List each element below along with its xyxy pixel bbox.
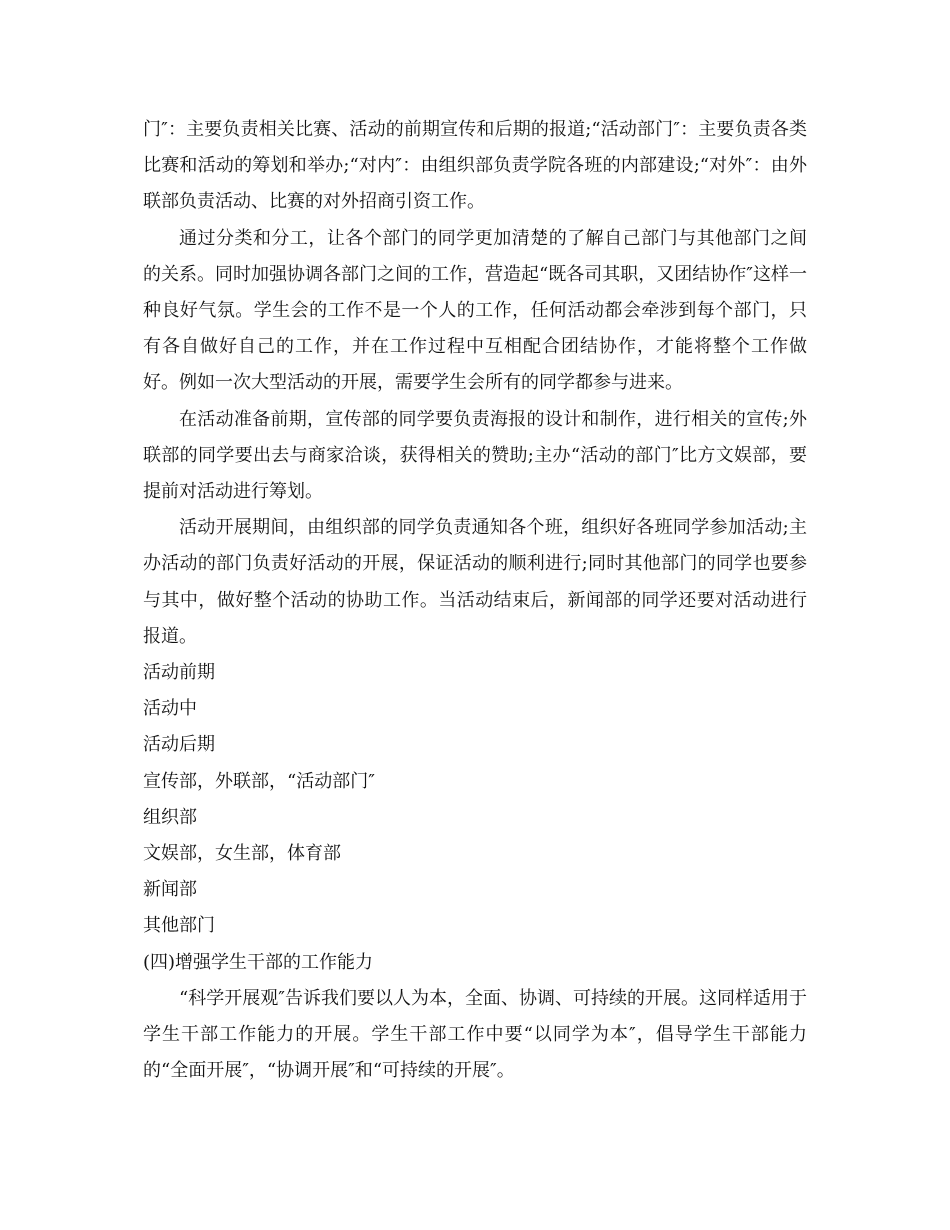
paragraph-department-roles: 门″：主要负责相关比赛、活动的前期宣传和后期的报道;“活动部门″：主要负责各类比赛和活动的筹划和举办;“对内″：由组织部负责学院各班的内部建设;“对外″：由外联部负责活动、比赛的对外招商引资工作。 <box>143 119 807 213</box>
list-item-other-depts: 其他部门 <box>143 915 215 937</box>
paragraph-scientific-development: “科学开展观″告诉我们要以人为本，全面、协调、可持续的开展。这同样适用于学生干部工作能力的开展。学生干部工作中要“以同学为本″，倡导学生干部能力的“全面开展″，“协调开展″和“可持续的开展″。 <box>143 987 807 1082</box>
section-heading: (四)增强学生干部的工作能力 <box>143 951 374 973</box>
paragraph-preparation-phase: 在活动准备前期，宣传部的同学要负责海报的设计和制作，进行相关的宣传;外联部的同学要出去与商家洽谈，获得相关的赞助;主办“活动的部门″比方文娱部，要提前对活动进行筹划。 <box>143 408 807 503</box>
list-item-during-activity: 活动中 <box>143 698 197 720</box>
document-body <box>143 112 807 1089</box>
list-item-news-dept: 新闻部 <box>143 879 197 901</box>
paragraph-division-of-labor: 通过分类和分工，让各个部门的同学更加清楚的了解自己部门与其他部门之间的关系。同时加强协调各部门之间的工作，营造起“既各司其职，又团结协作″这样一种良好气氛。学生会的工作不是一个人的工作，任何活动都会牵涉到每个部门，只有各自做好自己的工作，并在工作过程中互相配合团结协作，才能将整个工作做好。例如一次大型活动的开展，需要学生会所有的同学都参与进来。 <box>143 227 807 394</box>
list-item-pre-activity: 活动前期 <box>143 662 215 684</box>
list-item-post-activity: 活动后期 <box>143 734 215 756</box>
list-item-publicity-outreach: 宣传部，外联部，“活动部门″ <box>143 770 375 792</box>
list-item-entertainment-depts: 文娱部，女生部，体育部 <box>143 843 341 865</box>
paragraph-activity-phase: 活动开展期间，由组织部的同学负责通知各个班，组织好各班同学参加活动;主办活动的部门负责好活动的开展，保证活动的顺利进行;同时其他部门的同学也要参与其中，做好整个活动的协助工作。当活动结束后，新闻部的同学还要对活动进行报道。 <box>143 517 807 647</box>
list-item-organization-dept: 组织部 <box>143 806 197 828</box>
